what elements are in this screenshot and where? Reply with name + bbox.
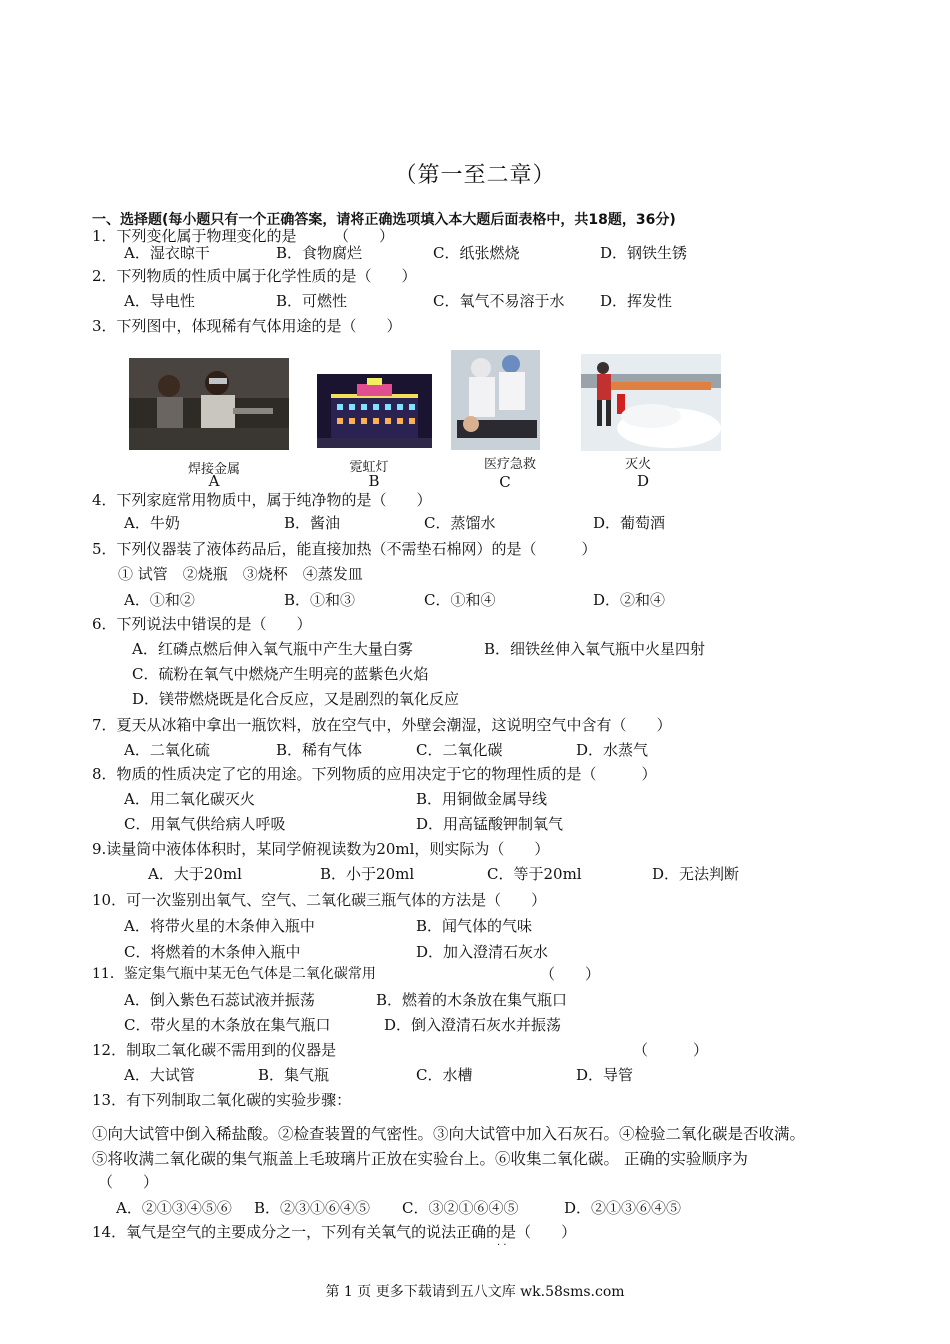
question-1-option-a: A．湿衣晾干 xyxy=(124,244,210,262)
question-6-stem: 6．下列说法中错误的是（ ） xyxy=(92,615,312,633)
question-9-option-d: D．无法判断 xyxy=(652,865,740,883)
figure-d-caption: 灭火 xyxy=(624,457,651,472)
neon-photo xyxy=(317,374,432,448)
question-10-option-d: D．加入澄清石灰水 xyxy=(416,943,549,961)
page-footer: 第 1 页 更多下载请到五八文库 wk.58sms.com xyxy=(325,1284,625,1300)
question-7-option-b: B．稀有气体 xyxy=(276,741,363,759)
question-9-stem: 9.读量筒中液体体积时，某同学俯视读数为20ml，则实际为（ ） xyxy=(92,840,550,858)
question-12-option-b: B．集气瓶 xyxy=(258,1066,330,1084)
welding-photo xyxy=(129,358,289,450)
question-3-stem: 3．下列图中，体现稀有气体用途的是（ ） xyxy=(92,317,402,335)
question-10-option-a: A．将带火星的木条伸入瓶中 xyxy=(124,917,315,935)
question-8-option-b: B．用铜做金属导线 xyxy=(416,790,548,808)
question-4-option-a: A．牛奶 xyxy=(124,514,180,532)
question-12-option-d: D．导管 xyxy=(576,1066,634,1084)
question-13-option-c: C．③②①⑥④⑤ xyxy=(402,1199,519,1217)
question-6-option-c: C．硫粉在氧气中燃烧产生明亮的蓝紫色火焰 xyxy=(132,665,429,683)
question-10-option-c: C．将燃着的木条伸入瓶中 xyxy=(124,943,301,961)
section-heading: 一、选择题(每小题只有一个正确答案，请将正确选项填入本大题后面表格中，共18题，36分) xyxy=(92,212,676,228)
question-13-option-a: A．②①③④⑤⑥ xyxy=(116,1199,232,1217)
question-6-option-d: D．镁带燃烧既是化合反应，又是剧烈的氧化反应 xyxy=(132,690,460,708)
question-2-option-d: D．挥发性 xyxy=(600,292,673,310)
question-10-option-b: B．闻气体的气味 xyxy=(416,917,533,935)
question-4-option-b: B．酱油 xyxy=(284,514,341,532)
question-5-option-c: C．①和④ xyxy=(424,591,496,609)
question-9-option-b: B．小于20ml xyxy=(320,865,415,883)
question-9-option-a: A．大于20ml xyxy=(148,865,242,883)
question-12-stem: 12．制取二氧化碳不需用到的仪器是 xyxy=(92,1041,337,1059)
question-4-option-c: C．蒸馏水 xyxy=(424,514,496,532)
figure-a-letter: A xyxy=(208,472,220,490)
question-12-option-a: A．大试管 xyxy=(124,1066,195,1084)
question-13-steps-line-1: ①向大试管中倒入稀盐酸。②检查装置的气密性。③向大试管中加入石灰石。④检验二氧化碳是否收满。 xyxy=(92,1125,806,1143)
emphasis-dots: · · xyxy=(497,1240,507,1251)
question-5-option-d: D．②和④ xyxy=(593,591,666,609)
question-11-stem: 11．鉴定集气瓶中某无色气体是二氧化碳常用 xyxy=(92,966,376,982)
question-8-option-d: D．用高锰酸钾制氧气 xyxy=(416,815,564,833)
question-5-option-a: A．①和② xyxy=(124,591,195,609)
figure-a-caption: 焊接金属 xyxy=(187,462,240,477)
question-7-option-d: D．水蒸气 xyxy=(576,741,649,759)
page-title: （第一至二章） xyxy=(394,163,556,188)
question-11-option-c: C．带火星的木条放在集气瓶口 xyxy=(124,1016,331,1034)
question-4-option-d: D．葡萄酒 xyxy=(593,514,666,532)
question-6-option-b: B．细铁丝伸入氧气瓶中火星四射 xyxy=(484,640,706,658)
question-1-option-b: B．食物腐烂 xyxy=(276,244,363,262)
figure-c-caption: 医疗急救 xyxy=(483,457,536,472)
question-13-option-d: D．②①③⑥④⑤ xyxy=(564,1199,682,1217)
question-8-option-c: C．用氧气供给病人呼吸 xyxy=(124,815,286,833)
question-12-answer-paren: （ ） xyxy=(633,1041,709,1059)
question-13-stem: 13．有下列制取二氧化碳的实验步骤： xyxy=(92,1091,352,1109)
question-9-option-c: C．等于20ml xyxy=(487,865,582,883)
question-11-option-a: A．倒入紫色石蕊试液并振荡 xyxy=(124,991,315,1009)
question-11-option-b: B．燃着的木条放在集气瓶口 xyxy=(376,991,568,1009)
question-8-option-a: A．用二氧化碳灭火 xyxy=(124,790,255,808)
question-4-stem: 4．下列家庭常用物质中，属于纯净物的是（ ） xyxy=(92,491,432,509)
question-13-answer-paren: （ ） xyxy=(98,1173,159,1191)
question-5-items: ① 试管 ②烧瓶 ③烧杯 ④蒸发皿 xyxy=(118,565,363,583)
question-7-stem: 7．夏天从冰箱中拿出一瓶饮料，放在空气中，外壁会潮湿，这说明空气中含有（ ） xyxy=(92,716,672,734)
question-1-stem: 1．下列变化属于物理变化的是 （ ） xyxy=(92,227,395,245)
question-10-stem: 10．可一次鉴别出氧气、空气、二氧化碳三瓶气体的方法是（ ） xyxy=(92,891,547,909)
question-5-stem: 5．下列仪器装了液体药品后，能直接加热（不需垫石棉网）的是（ ） xyxy=(92,540,597,558)
question-1-option-d: D．钢铁生锈 xyxy=(600,244,688,262)
question-5-option-b: B．①和③ xyxy=(284,591,356,609)
question-2-stem: 2．下列物质的性质中属于化学性质的是（ ） xyxy=(92,267,417,285)
medical-photo xyxy=(451,350,540,450)
figure-c-letter: C xyxy=(499,473,511,491)
question-11-answer-paren: （ ） xyxy=(540,965,601,983)
question-11-option-d: D．倒入澄清石灰水并振荡 xyxy=(384,1016,562,1034)
figure-b-letter: B xyxy=(368,472,380,490)
figure-b-caption: 霓虹灯 xyxy=(349,460,389,475)
figure-d-letter: D xyxy=(636,472,650,490)
question-7-option-c: C．二氧化碳 xyxy=(416,741,503,759)
question-7-option-a: A．二氧化硫 xyxy=(124,741,210,759)
question-14-stem: 14．氧气是空气的主要成分之一，下列有关氧气的说法正确的是（ ） xyxy=(92,1223,577,1241)
question-6-option-a: A．红磷点燃后伸入氧气瓶中产生大量白雾 xyxy=(132,640,413,658)
fire-extinguish-photo xyxy=(581,354,721,451)
question-2-option-b: B．可燃性 xyxy=(276,292,348,310)
question-12-option-c: C．水槽 xyxy=(416,1066,473,1084)
question-13-option-b: B．②③①⑥④⑤ xyxy=(254,1199,371,1217)
question-8-stem: 8．物质的性质决定了它的用途。下列物质的应用决定于它的物理性质的是（ ） xyxy=(92,765,657,783)
question-2-option-c: C．氧气不易溶于水 xyxy=(433,292,565,310)
question-13-steps-line-2: ⑤将收满二氧化碳的集气瓶盖上毛玻璃片正放在实验台上。⑥收集二氧化碳。 正确的实验顺序为 xyxy=(92,1150,748,1168)
question-2-option-a: A．导电性 xyxy=(124,292,195,310)
question-1-option-c: C．纸张燃烧 xyxy=(433,244,520,262)
